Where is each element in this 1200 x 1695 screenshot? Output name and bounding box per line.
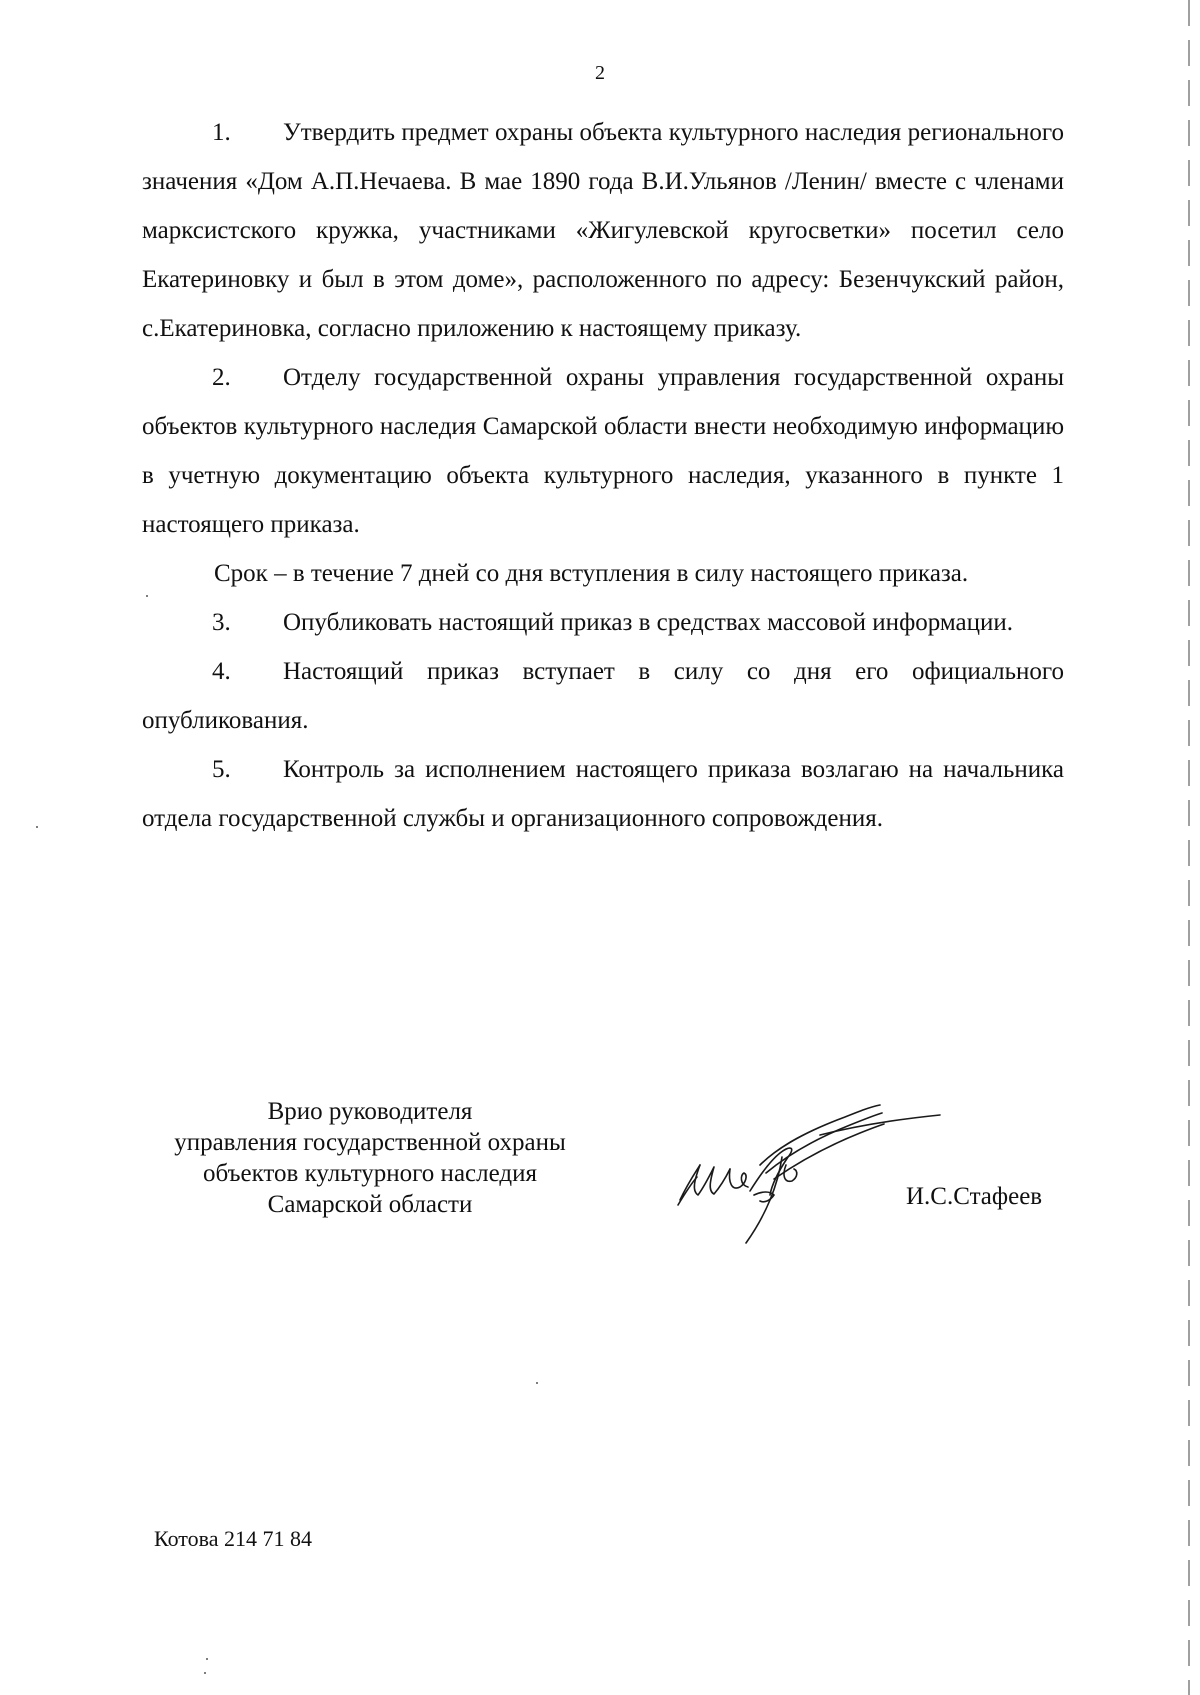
order-item-5 xyxy=(142,745,1064,843)
item-number: 1. xyxy=(212,119,231,146)
order-item-4 xyxy=(142,647,1064,745)
signatory-title-line: управления государственной охраны xyxy=(174,1129,566,1156)
signatory-title-line: Врио руководителя xyxy=(267,1098,473,1125)
order-item-1 xyxy=(142,108,1064,353)
item-number: 5. xyxy=(212,756,231,783)
scan-speck xyxy=(536,1382,538,1384)
item-number: 4. xyxy=(212,658,231,685)
scan-speck xyxy=(146,595,148,597)
item-text: Контроль за исполнением настоящего приказа возлагаю на начальника отдела государственной службы и организационного сопровождения. xyxy=(142,756,1064,832)
item-number: 3. xyxy=(212,609,231,636)
page-number: 2 xyxy=(595,62,605,84)
signer-name: И.С.Стафеев xyxy=(906,1183,1043,1210)
scan-edge-line xyxy=(1188,0,1190,1695)
deadline-text: Срок – в течение 7 дней со дня вступления в силу настоящего приказа. xyxy=(214,560,969,587)
handwritten-signature xyxy=(670,1095,970,1255)
item-text: Настоящий приказ вступает в силу со дня его официального опубликования. xyxy=(142,658,1064,734)
scan-speck xyxy=(36,826,38,828)
item-text: Отделу государственной охраны управления государственной охраны объектов культурного наследия Самарской области внести необходимую информацию в учетную документацию объекта культурного наследия, указанного в пункте 1 настоящего приказа. xyxy=(142,364,1064,538)
signatory-title-line: объектов культурного наследия xyxy=(203,1160,537,1187)
scan-speck xyxy=(204,1672,206,1674)
signatory-title xyxy=(140,1096,600,1220)
scan-speck xyxy=(206,1658,208,1660)
order-item-2 xyxy=(142,353,1064,549)
item-text: Опубликовать настоящий приказ в средствах массовой информации. xyxy=(283,609,1014,636)
item-number: 2. xyxy=(212,364,231,391)
executor-contact: Котова 214 71 84 xyxy=(154,1526,312,1551)
signatory-title-line: Самарской области xyxy=(267,1191,473,1218)
item-text: Утвердить предмет охраны объекта культурного наследия регионального значения «Дом А.П.Нечаева. В мае 1890 года В.И.Ульянов /Ленин/ вместе с членами марксистского кружка, участниками «Жигулевской кругосветки» посетил село Екатериновку и был в этом доме», расположенного по адресу: Безенчукский район, с.Екатериновка, согласно приложению к настоящему приказу. xyxy=(142,119,1064,342)
order-body xyxy=(142,108,1064,843)
order-item-3 xyxy=(142,598,1064,647)
